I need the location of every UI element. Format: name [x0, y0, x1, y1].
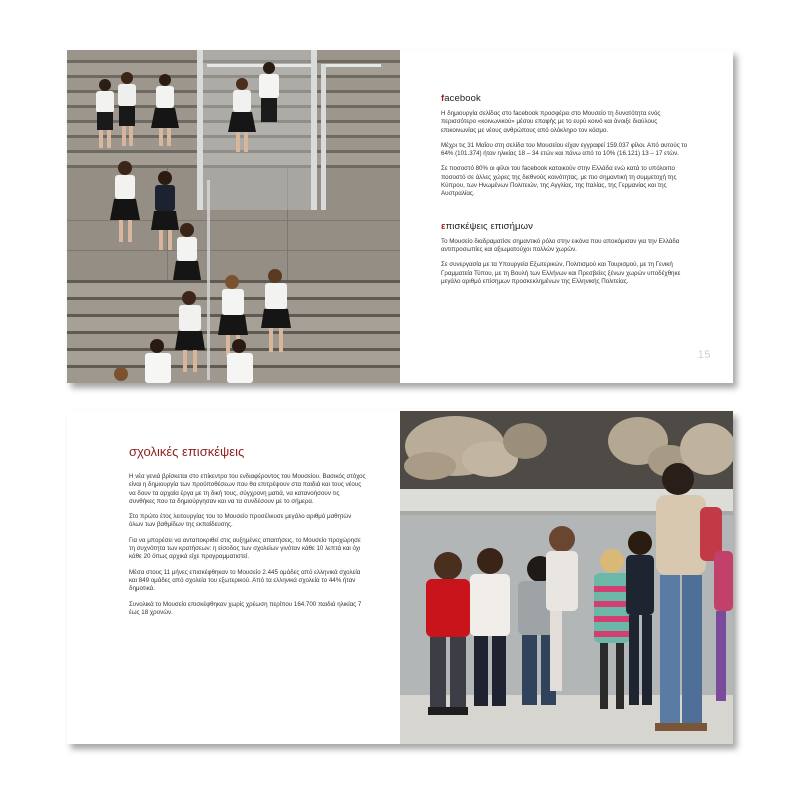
children-in-museum-illustration: [400, 411, 733, 744]
school-visits-text-page: [67, 411, 400, 744]
official-visits-heading-rest: πισκέψεις επισήμων: [445, 220, 533, 232]
official-visits-paragraph-1: Το Μουσείο διαδραματίσε σημαντικό ρόλο στην εικόνα που αποκόμισαν για την Ελλάδα αντιπροσωπίες και αξιωματούχοι πολλών χωρών.: [441, 237, 680, 253]
facebook-heading: [441, 93, 689, 104]
students-on-stairs-photo: [67, 50, 400, 383]
children-in-museum-photo: [400, 411, 733, 744]
school-visits-paragraph-2: Στο πρώτο έτος λειτουργίας του το Μουσείο προσέλκυσε μεγάλο αριθμό μαθητών όλων των βαθμίδων της εκπαίδευσης.: [129, 513, 352, 529]
school-visits-paragraph-3: Για να μπορέσει να ανταποκριθεί στις αυξημένες απαιτήσεις, το Μουσείο προχώρησε τη συχνότητα των κρατήσεων: η είσοδος των σχολείων γινόταν κάθε 10 λεπτά και όχι κάθε 20 όπως αρχικά είχε προγραμματιστεί.: [129, 536, 361, 561]
school-visits-paragraph-4: Μέσα στους 11 μήνες επισκέφθηκαν το Μουσείο 2.445 ομάδες από ελληνικά σχολεία και 849 ομάδες από σχολεία του εξωτερικού. Από τα ελληνικά σχολεία το 44% ήταν δημοτικά.: [129, 568, 361, 593]
school-visits-text-column: [129, 444, 367, 624]
school-visits-paragraph-1: Η νέα γενιά βρίσκεται στο επίκεντρο του ενδιαφέροντος του Μουσείου. Βασικός στόχος είναι η δημιουργία των προϋποθέσεων που θα επιτρέψουν στα παιδιά και τους νέους να δουν τα αρχαία έργα με τη δική τους, σύγχρονη ματιά, να κατανοήσουν τις συνθήκες που τα δημιούργησαν και να τα συνδέσουν με το σήμερα.: [129, 473, 366, 505]
facebook-paragraph-1: Η δημιουργία σελίδας στο facebook προσφέρει στο Μουσείο τη δυνατότητα ενός περισσότερο «κοινωνικού» μέσου επαφής με το ευρύ κοινό και άνοιξε διαύλους επικοινωνίας με νέους ανθρώπους από ολόκληρο τον κόσμο.: [441, 110, 661, 134]
official-visits-heading-initial: ε: [441, 220, 446, 232]
brochure-spread-top: [67, 50, 733, 383]
official-visits-paragraph-2: Σε συνεργασία με τα Υπουργεία Εξωτερικών, Πολιτισμού και Τουρισμού, με τη Γενική Γραμματεία Τύπου, με τη Βουλή των Ελλήνων και Πρεσβείες ξένων χωρών υποδέχθηκε μεγάλο αριθμό επίσημων προσκεκλημένων της Ελληνικής Πολιτείας.: [441, 261, 681, 285]
facebook-text-page: [400, 50, 733, 383]
students-on-stairs-illustration: [67, 50, 400, 383]
facebook-paragraph-2: Μέχρι τις 31 Μαΐου στη σελίδα του Μουσείου είχαν εγγραφεί 159.037 φίλοι. Από αυτούς το 64% (101.374) ήταν ηλικίας 18 – 34 ετών και πάνω από το 10% (16.121) 13 – 17 ετών.: [441, 141, 688, 158]
facebook-text-column: [441, 93, 689, 293]
school-visits-heading: σχολικές επισκέψεις: [129, 444, 245, 459]
facebook-heading-rest: acebook: [444, 93, 481, 104]
official-visits-heading: [441, 221, 689, 232]
school-visits-paragraph-5: Συνολικά το Μουσείο επισκέφθηκαν χωρίς χρέωση περίπου 164.700 παιδιά ηλικίας 7 έως 18 χρονών.: [129, 600, 362, 616]
brochure-spread-bottom: [67, 411, 733, 744]
official-visits-section: [441, 221, 689, 286]
facebook-paragraph-3: Σε ποσοστό 80% οι φίλοι του facebook κατοικούν στην Ελλάδα ενώ κατά το υπόλοιπο ποσοστό σε άλλες χώρες της διεθνούς κοινότητας, με πιο σημαντική τη συμμετοχή της Κύπρου, των Ηνωμένων Πολιτειών, της Αγγλίας, της Ιταλίας, της Γερμανίας και της Αυστραλίας.: [441, 165, 677, 198]
page-number: 15: [697, 349, 711, 361]
facebook-heading-initial: f: [441, 93, 445, 104]
